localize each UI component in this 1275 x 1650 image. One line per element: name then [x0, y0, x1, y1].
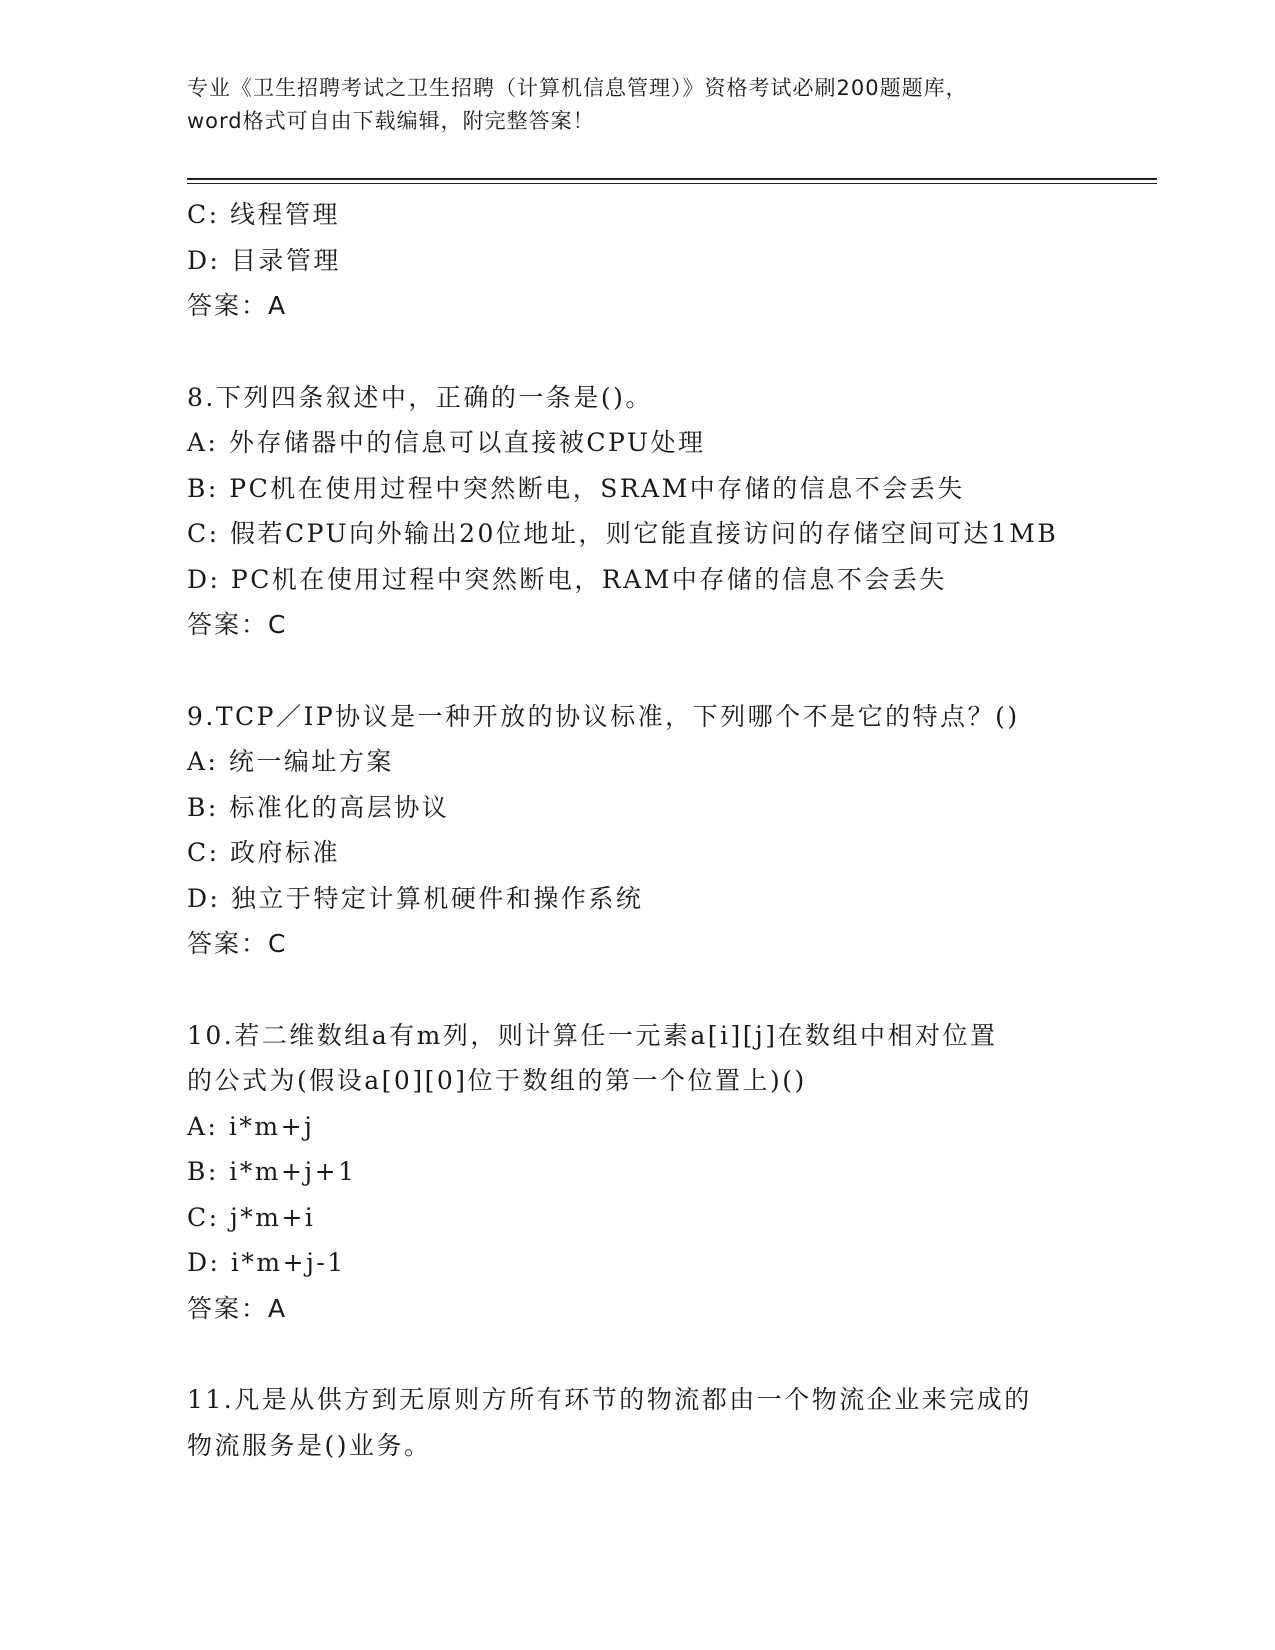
option-d: D: 独立于特定计算机硬件和操作系统 — [187, 883, 644, 913]
option-c: C: 线程管理 — [187, 200, 340, 229]
option-c: C: j*m+i — [187, 1202, 316, 1232]
option-a: A: i*m+j — [187, 1111, 315, 1141]
header-line-1: 专业《卫生招聘考试之卫生招聘（计算机信息管理）》资格考试必刷200题题库， — [187, 76, 968, 100]
answer-line: 答案：A — [187, 1293, 288, 1323]
option-c: C: 假若CPU向外输出20位地址，则它能直接访问的存储空间可达1MB — [187, 519, 1059, 548]
header-line-2: word格式可自由下载编辑，附完整答案！ — [187, 109, 595, 133]
header-divider-thick — [187, 178, 1157, 180]
option-d: D: i*m+j-1 — [187, 1248, 346, 1277]
question-block-9 — [187, 694, 1147, 967]
option-b: B: PC机在使用过程中突然断电，SRAM中存储的信息不会丢失 — [187, 473, 965, 503]
answer-line: 答案：A — [187, 291, 288, 320]
question-block-8 — [187, 375, 1147, 648]
option-c: C: 政府标准 — [187, 838, 340, 867]
answer-line: 答案：C — [187, 929, 288, 958]
option-b: B: 标准化的高层协议 — [187, 792, 450, 822]
question-text-line-2: 的公式为(假设a[0][0]位于数组的第一个位置上)() — [187, 1066, 807, 1095]
question-block-10 — [187, 1013, 1147, 1332]
option-a: A: 外存储器中的信息可以直接被CPU处理 — [187, 428, 706, 457]
question-list — [187, 192, 1147, 1468]
option-a: A: 统一编址方案 — [187, 747, 394, 776]
question-text-line-1: 11.凡是从供方到无原则方所有环节的物流都由一个物流企业来完成的 — [187, 1385, 1032, 1414]
answer-line: 答案：C — [187, 610, 288, 639]
question-block-11 — [187, 1377, 1147, 1468]
question-block-7 — [187, 192, 1147, 329]
option-d: D: 目录管理 — [187, 245, 341, 275]
question-text-line-2: 物流服务是()业务。 — [187, 1430, 432, 1460]
question-text-line-1: 10.若二维数组a有m列，则计算任一元素a[i][j]在数组中相对位置 — [187, 1020, 998, 1050]
header-divider-thin — [187, 183, 1157, 184]
option-d: D: PC机在使用过程中突然断电，RAM中存储的信息不会丢失 — [187, 564, 947, 594]
question-text: 9.TCP／IP协议是一种开放的协议标准，下列哪个不是它的特点？() — [187, 701, 1020, 731]
document-header — [187, 72, 1087, 138]
question-text: 8.下列四条叙述中，正确的一条是()。 — [187, 382, 653, 412]
option-b: B: i*m+j+1 — [187, 1157, 357, 1186]
